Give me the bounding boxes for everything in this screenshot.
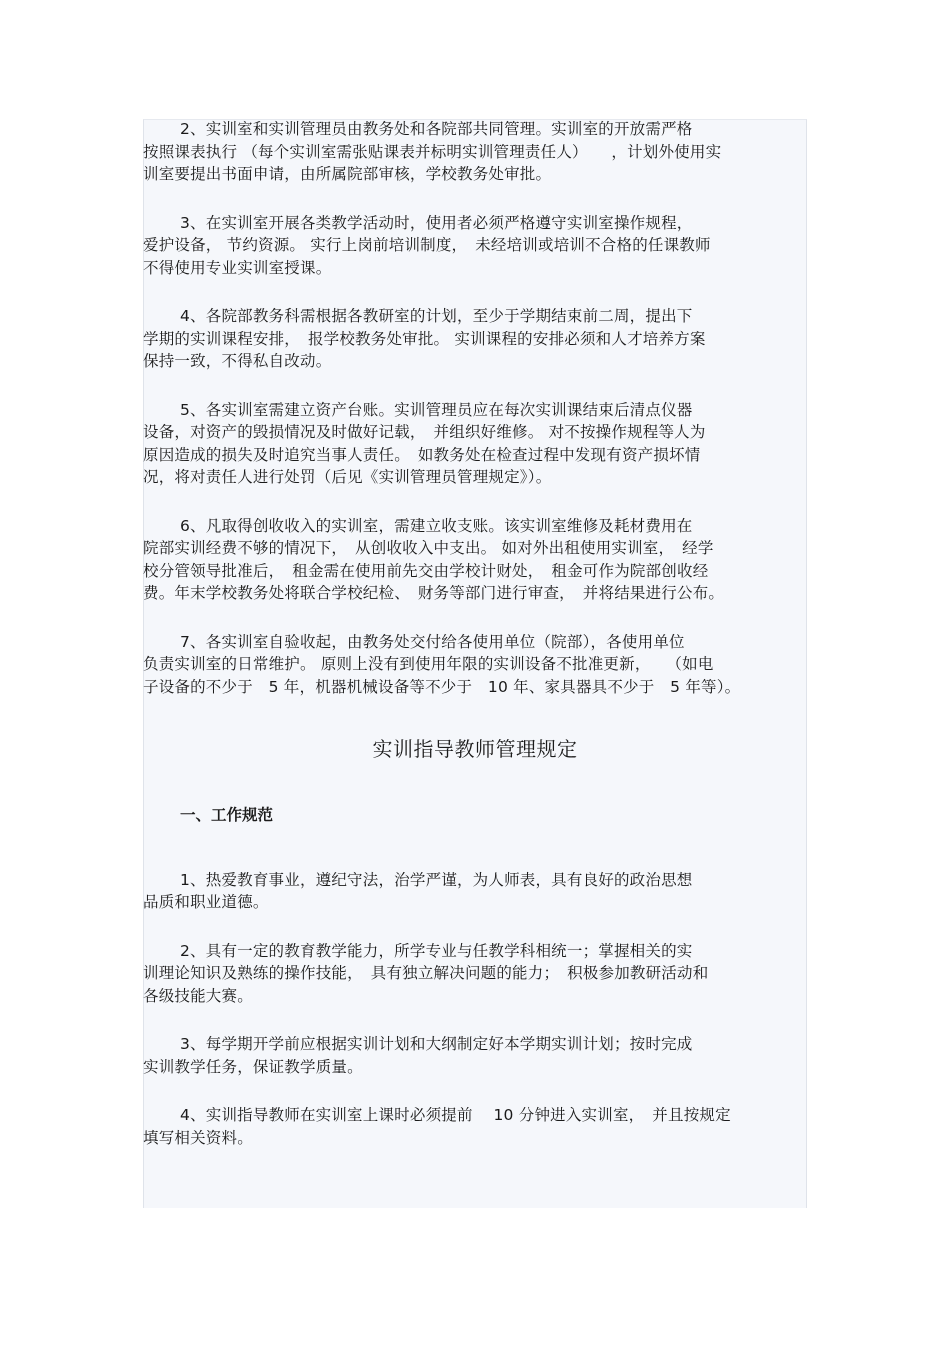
paragraph-line: 原因造成的损失及时追究当事人责任。 如教务处在检查过程中发现有资产损坏情 <box>143 445 701 464</box>
paragraph-rule-4 <box>143 305 807 373</box>
paragraph-line: 况，将对责任人进行处罚（后见《实训管理员管理规定》）。 <box>143 468 552 486</box>
paragraph-line: 费。年末学校教务处将联合学校纪检、 财务等部门进行审查， 并将结果进行公布。 <box>143 584 725 602</box>
section-heading: 一、工作规范 <box>180 806 274 824</box>
paragraph-rule-2 <box>143 118 807 186</box>
paragraph-line: 院部实训经费不够的情况下， 从创收收入中支出。 如对外出租使用实训室， 经学 <box>143 539 714 557</box>
paragraph-line: 学期的实训课程安排， 报学校教务处审批。 实训课程的安排必须和人才培养方案 <box>143 329 706 348</box>
paragraph-line: 3、每学期开学前应根据实训计划和大纲制定好本学期实训计划；按时完成 <box>180 1035 693 1053</box>
paragraph-line: 保持一致，不得私自改动。 <box>143 352 332 370</box>
paragraph-rule-3 <box>143 212 807 280</box>
paragraph-line: 2、具有一定的教育教学能力，所学专业与任教学科相统一；掌握相关的实 <box>180 941 693 960</box>
paragraph-line: 实训教学任务，保证教学质量。 <box>143 1057 363 1076</box>
paragraph-norm-3 <box>143 1033 807 1078</box>
document-title: 实训指导教师管理规定 <box>372 737 578 761</box>
paragraph-line: 训室要提出书面申请，由所属院部审核，学校教务处审批。 <box>143 165 552 183</box>
paragraph-line: 子设备的不少于 5 年，机器机械设备等不少于 10 年、家具器具不少于 5 年等）。 <box>143 677 741 696</box>
paragraph-norm-1 <box>143 869 807 914</box>
paragraph-rule-6 <box>143 515 807 605</box>
paragraph-line: 校分管领导批准后， 租金需在使用前先交由学校计财处， 租金可作为院部创收经 <box>143 561 709 580</box>
document-body <box>143 118 807 1149</box>
paragraph-norm-4 <box>143 1104 807 1149</box>
paragraph-line: 爱护设备， 节约资源。 实行上岗前培训制度， 未经培训或培训不合格的任课教师 <box>143 236 711 254</box>
paragraph-line: 5、各实训室需建立资产台账。实训管理员应在每次实训课结束后清点仪器 <box>180 400 693 419</box>
paragraph-line: 3、在实训室开展各类教学活动时，使用者必须严格遵守实训室操作规程， <box>180 213 693 232</box>
paragraph-line: 品质和职业道德。 <box>143 893 269 911</box>
paragraph-norm-2 <box>143 940 807 1008</box>
paragraph-rule-5 <box>143 399 807 489</box>
paragraph-line: 6、凡取得创收收入的实训室，需建立收支账。该实训室维修及耗材费用在 <box>180 516 693 535</box>
paragraph-line: 负责实训室的日常维护。 原则上没有到使用年限的实训设备不批准更新， （如电 <box>143 655 714 673</box>
paragraph-line: 1、热爱教育事业，遵纪守法，治学严谨，为人师表，具有良好的政治思想 <box>180 870 693 889</box>
paragraph-line: 填写相关资料。 <box>143 1128 253 1147</box>
paragraph-line: 2、实训室和实训管理员由教务处和各院部共同管理。实训室的开放需严格 <box>180 120 693 138</box>
paragraph-rule-7 <box>143 631 807 699</box>
paragraph-line: 设备，对资产的毁损情况及时做好记载， 并组织好维修。 对不按操作规程等人为 <box>143 423 706 441</box>
paragraph-line: 按照课表执行 （每个实训室需张贴课表并标明实训管理责任人） ，计划外使用实 <box>143 142 722 161</box>
paragraph-line: 4、实训指导教师在实训室上课时必须提前 10 分钟进入实训室， 并且按规定 <box>180 1106 731 1124</box>
paragraph-line: 各级技能大赛。 <box>143 986 253 1005</box>
paragraph-line: 7、各实训室自验收起，由教务处交付给各使用单位（院部），各使用单位 <box>180 632 685 651</box>
paragraph-line: 训理论知识及熟练的操作技能， 具有独立解决问题的能力； 积极参加教研活动和 <box>143 964 709 982</box>
paragraph-line: 4、各院部教务科需根据各教研室的计划，至少于学期结束前二周，提出下 <box>180 307 693 325</box>
paragraph-line: 不得使用专业实训室授课。 <box>143 258 332 277</box>
